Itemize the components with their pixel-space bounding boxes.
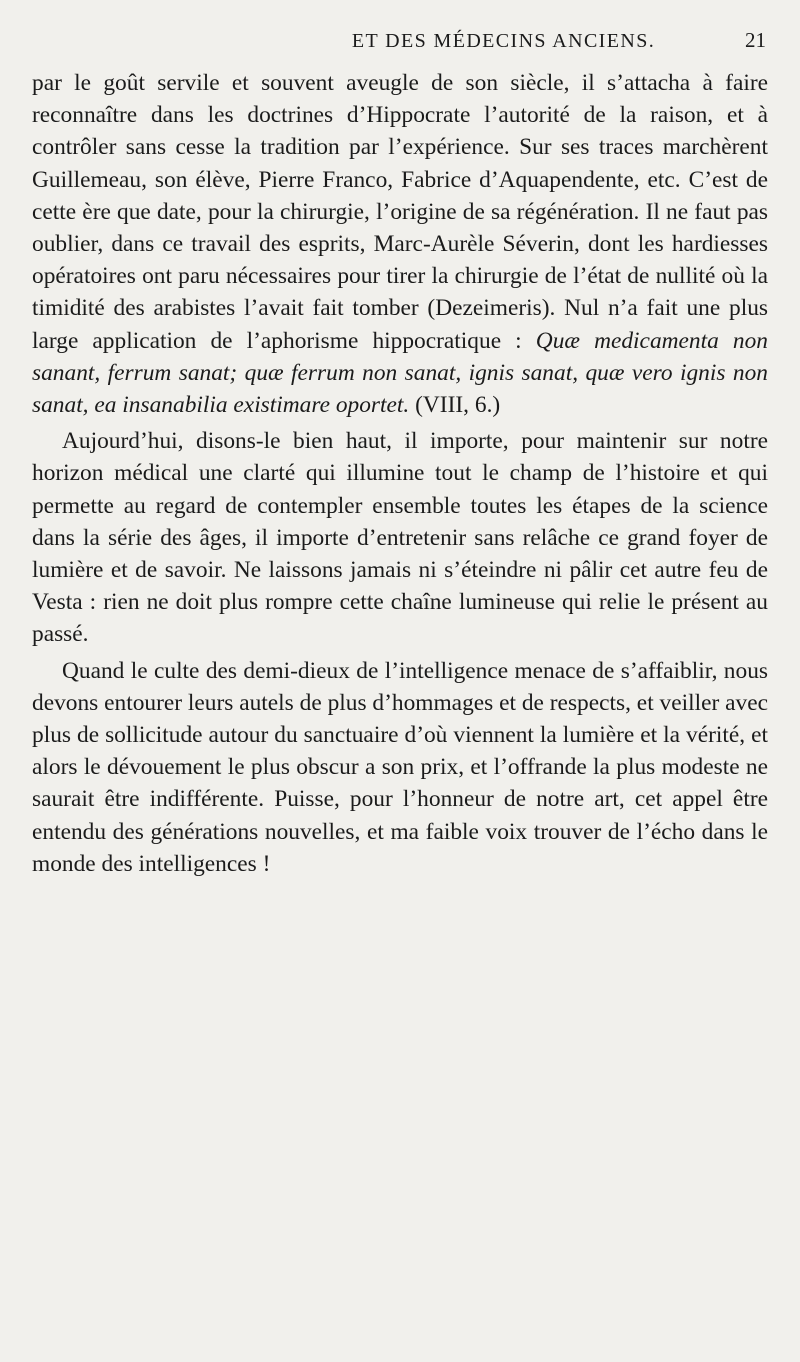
running-title: ET DES MÉDECINS ANCIENS. <box>351 30 656 52</box>
paragraph-2: Aujourd’hui, disons-le bien haut, il importe, pour maintenir sur notre horizon médical une clarté qui illumine tout le champ de l’histoire et qui permette au regard de contempler ensemble toutes les étapes de la science dans la série des âges, il importe d’entretenir sans relâche ce grand foyer de lumière et de savoir. Ne laissons jamais ni s’éteindre ni pâlir cet autre feu de Vesta : rien ne doit plus rompre cette chaîne lumineuse qui relie le présent au passé. <box>32 428 768 648</box>
paragraph-1-text: par le goût servile et souvent aveugle de son siècle, il s’attacha à faire reconnaître dans les doctrines d’Hippocrate l’autorité de la raison, et à contrôler sans cesse la tradition par l’expérience. Sur ses traces marchèrent Guillemeau, son élève, Pierre Franco, Fabrice d’Aquapendente, etc. C’est de cette ère que date, pour la chirurgie, l’origine de sa régénération. Il ne faut pas oublier, dans ce travail des esprits, Marc-Aurèle Séverin, dont les hardiesses opératoires ont paru nécessaires pour tirer la chirurgie de l’état de nullité où la timidité des arabistes l’avait fait tomber (Dezeimeris). Nul n’a fait une plus large application de l’aphorisme hippocratique : <box>32 70 768 354</box>
body-text <box>32 67 768 880</box>
citation: (VIII, 6.) <box>415 392 501 419</box>
page-number: 21 <box>745 28 766 52</box>
latin-quote: Quæ medicamenta non sanant, ferrum sanat; quæ ferrum non sanat, ignis sanat, quæ vero ignis non sanat, ea insanabilia existimare oportet. <box>32 327 768 419</box>
page-header <box>32 28 768 53</box>
paragraph-3: Quand le culte des demi-dieux de l’intelligence menace de s’affaiblir, nous devons entourer leurs autels de plus d’hommages et de respects, et veiller avec plus de sollicitude autour du sanctuaire d’où viennent la lumière et la vérité, et alors le dévouement le plus obscur a son prix, et l’offrande la plus modeste ne saurait être indifférente. Puisse, pour l’honneur de notre art, cet appel être entendu des générations nouvelles, et ma faible voix trouver de l’écho dans le monde des intelligences ! <box>32 657 768 877</box>
paragraph-1 <box>32 67 768 421</box>
